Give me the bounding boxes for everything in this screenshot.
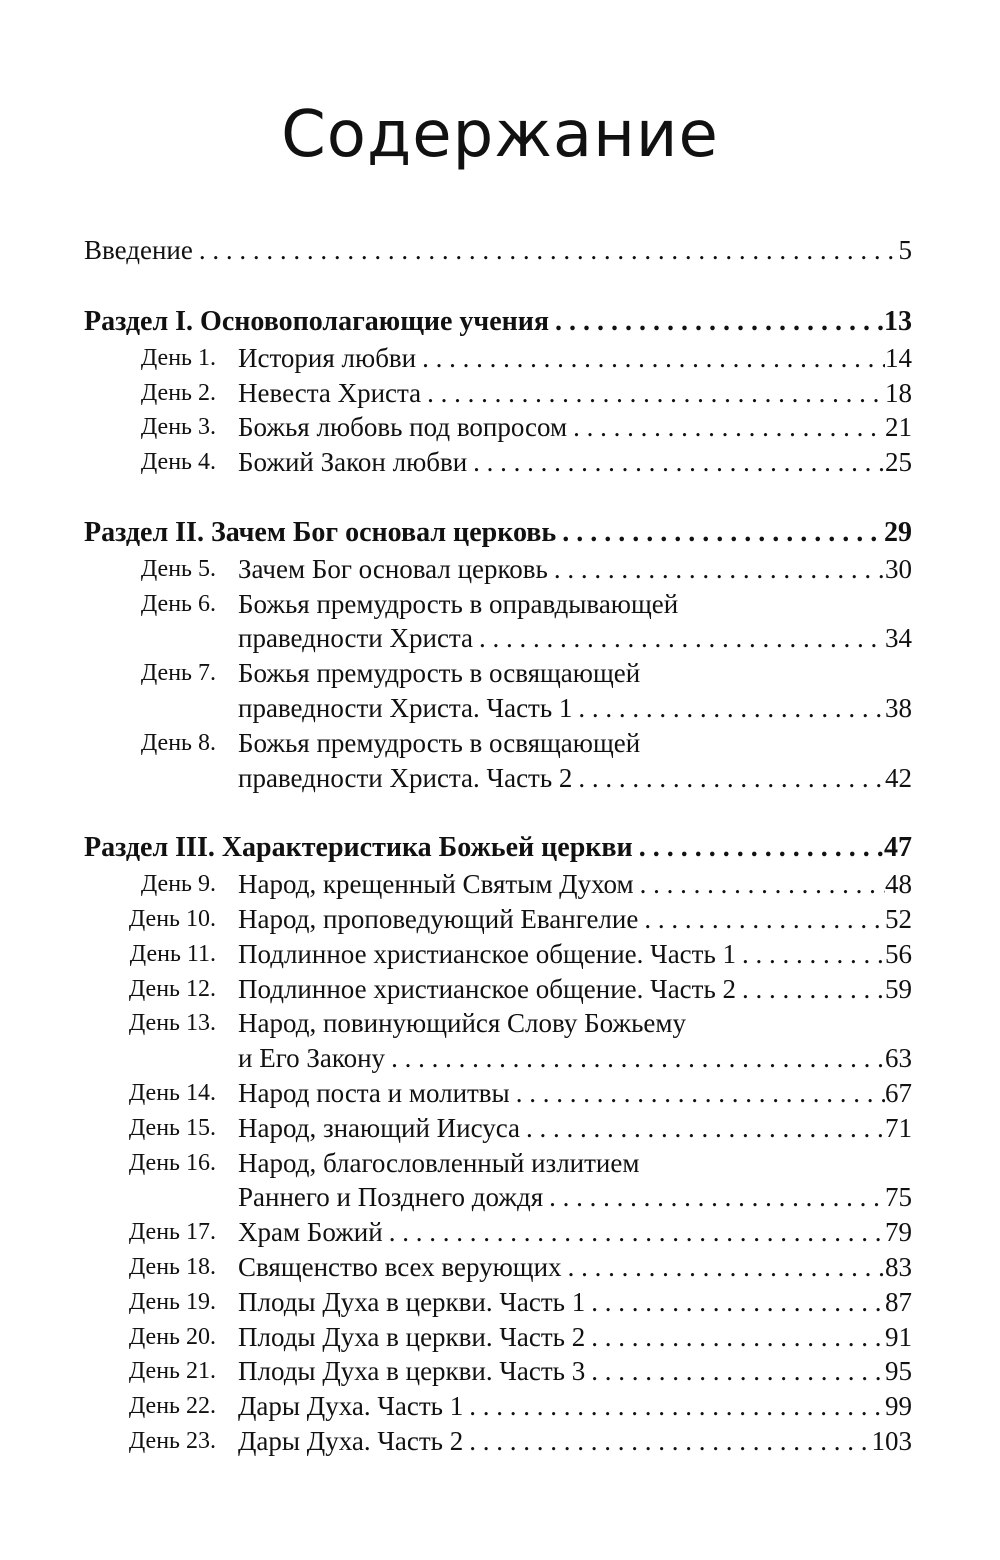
dot-leader <box>543 1179 885 1215</box>
entry-title: Введение <box>84 235 193 265</box>
day-label: День 14. <box>128 1080 216 1106</box>
dot-leader <box>633 830 884 866</box>
page-number: 67 <box>885 1078 912 1108</box>
toc-item[interactable] <box>0 551 1000 587</box>
toc-entry <box>238 1110 912 1146</box>
dot-leader <box>383 1214 885 1250</box>
toc-item[interactable] <box>0 1249 1000 1285</box>
toc-entry <box>238 901 912 937</box>
page-number: 29 <box>884 517 912 548</box>
day-label: День 12. <box>128 975 216 1002</box>
toc-item[interactable] <box>0 655 1000 691</box>
entry-title: Божий Закон любви <box>238 447 468 478</box>
toc-item[interactable] <box>0 340 1000 376</box>
toc-entry <box>238 936 912 972</box>
day-label: День 19. <box>128 1288 216 1315</box>
entry-title: Невеста Христа <box>238 377 422 408</box>
page-number: 47 <box>884 832 912 864</box>
day-label: День 2. <box>140 379 216 406</box>
page-number: 34 <box>885 623 912 654</box>
toc-entry <box>238 1075 912 1111</box>
dot-leader <box>385 1040 885 1076</box>
entry-title: Народ, крещенный Святым Духом <box>238 869 634 900</box>
toc-item[interactable] <box>0 901 1000 937</box>
entry-title: Раздел I. Основополагающие учения <box>84 306 550 337</box>
entry-title: Плоды Духа в церкви. Часть 2 <box>238 1321 586 1352</box>
page-number: 18 <box>885 377 912 408</box>
entry-title: Плоды Духа в церкви. Часть 3 <box>238 1356 586 1387</box>
toc-item[interactable] <box>0 1284 1000 1320</box>
toc-entry <box>238 586 912 622</box>
day-label: День 4. <box>140 449 216 476</box>
toc-entry <box>84 304 912 340</box>
toc-entry <box>238 340 912 376</box>
toc-entry <box>238 1249 912 1285</box>
toc-item[interactable] <box>0 1075 1000 1111</box>
entry-title: и Его Закону <box>238 1043 386 1074</box>
dot-leader <box>510 1075 885 1111</box>
toc-item[interactable] <box>0 1423 1000 1459</box>
toc-entry <box>238 1353 912 1389</box>
day-label: День 20. <box>128 1323 216 1350</box>
page-number: 21 <box>885 412 912 443</box>
toc-entry <box>238 866 912 902</box>
dot-leader <box>556 515 884 551</box>
entry-title: Священство всех верующих <box>238 1252 562 1282</box>
day-label: День 13. <box>128 1010 216 1037</box>
dot-leader <box>549 304 884 340</box>
toc-entry <box>238 1423 912 1459</box>
dot-leader <box>416 340 885 376</box>
dot-leader <box>193 232 899 268</box>
page-number: 79 <box>885 1217 912 1248</box>
toc-item[interactable] <box>0 725 1000 761</box>
day-label: День 10. <box>128 906 216 932</box>
day-label: День 1. <box>140 344 216 371</box>
toc-entry <box>84 830 912 866</box>
toc-entry <box>238 620 912 656</box>
entry-title: История любви <box>238 342 417 373</box>
toc-entry <box>84 232 912 268</box>
toc-entry <box>238 1319 912 1355</box>
toc-entry <box>238 551 912 587</box>
dot-leader <box>567 409 885 445</box>
page-number: 83 <box>885 1252 912 1282</box>
day-label: День 17. <box>128 1219 216 1246</box>
dot-leader <box>473 620 885 656</box>
dot-leader <box>463 1388 885 1424</box>
toc-item[interactable] <box>0 444 1000 480</box>
entry-title: праведности Христа. Часть 1 <box>238 693 573 723</box>
toc-item[interactable] <box>0 1214 1000 1250</box>
dot-leader <box>638 901 885 937</box>
entry-title: Народ поста и молитвы <box>238 1078 510 1108</box>
page-number: 38 <box>885 693 912 723</box>
dot-leader <box>463 1423 871 1459</box>
day-label: День 15. <box>128 1114 216 1141</box>
toc-entry <box>238 409 912 445</box>
page-number: 95 <box>885 1356 912 1387</box>
day-label: День 23. <box>128 1428 216 1454</box>
dot-leader <box>421 375 885 411</box>
dot-leader <box>562 1249 885 1285</box>
toc-item[interactable] <box>0 1005 1000 1041</box>
toc-entry <box>238 1040 912 1076</box>
toc-item[interactable] <box>0 1319 1000 1355</box>
toc-item[interactable] <box>0 866 1000 902</box>
toc-item[interactable] <box>0 1353 1000 1389</box>
page-number: 5 <box>898 235 912 265</box>
toc-item[interactable] <box>0 586 1000 622</box>
entry-title: Зачем Бог основал церковь <box>238 553 548 584</box>
toc-entry <box>238 1214 912 1250</box>
page-number: 56 <box>885 938 912 969</box>
entry-title: Народ, повинующийся Слову Божьему <box>238 1008 686 1039</box>
toc-section-heading[interactable] <box>0 304 1000 340</box>
toc-item[interactable] <box>0 1110 1000 1146</box>
toc-entry <box>238 1284 912 1320</box>
toc-entry <box>238 1005 912 1041</box>
page-number: 13 <box>884 306 912 337</box>
toc-section-heading[interactable] <box>0 515 1000 551</box>
day-label: День 22. <box>128 1393 216 1420</box>
toc-entry <box>238 444 912 480</box>
toc-entry <box>238 725 912 761</box>
page-number: 30 <box>885 553 912 584</box>
page-number: 52 <box>885 904 912 934</box>
dot-leader <box>585 1353 885 1389</box>
day-label: День 7. <box>140 660 216 687</box>
dot-leader <box>736 936 885 972</box>
page-number: 14 <box>885 342 912 373</box>
entry-title: Раннего и Позднего дождя <box>238 1182 544 1213</box>
dot-leader <box>548 551 885 587</box>
entry-title: Подлинное христианское общение. Часть 2 <box>238 973 737 1004</box>
day-label: День 9. <box>140 871 216 898</box>
page-number: 91 <box>885 1321 912 1352</box>
page-number: 25 <box>885 447 912 478</box>
toc-item[interactable] <box>0 971 1000 1007</box>
entry-title: Народ, знающий Иисуса <box>238 1112 521 1143</box>
entry-title: Подлинное христианское общение. Часть 1 <box>238 938 737 969</box>
day-label: День 5. <box>140 555 216 582</box>
entry-title: праведности Христа. Часть 2 <box>238 762 573 793</box>
toc-entry <box>84 515 912 551</box>
entry-title: Народ, проповедующий Евангелие <box>238 904 639 934</box>
day-label: День 16. <box>128 1149 216 1176</box>
day-label: День 6. <box>140 590 216 617</box>
dot-leader <box>572 690 885 726</box>
dot-leader <box>572 760 885 796</box>
toc-entry <box>238 1179 912 1215</box>
day-label: День 3. <box>140 414 216 441</box>
day-label: День 21. <box>128 1358 216 1385</box>
toc-entry <box>238 1388 912 1424</box>
day-label: День 8. <box>140 729 216 756</box>
toc-item[interactable] <box>0 1388 1000 1424</box>
dot-leader <box>736 971 885 1007</box>
page-number: 75 <box>885 1182 912 1213</box>
entry-title: Божья премудрость в освящающей <box>238 658 641 689</box>
dot-leader <box>520 1110 885 1146</box>
entry-title: Раздел III. Характеристика Божьей церкви <box>84 832 633 864</box>
toc-item[interactable] <box>0 620 1000 656</box>
dot-leader <box>634 866 885 902</box>
toc-item[interactable] <box>0 1179 1000 1215</box>
entry-title: Раздел II. Зачем Бог основал церковь <box>84 517 557 548</box>
entry-title: Божья премудрость в освящающей <box>238 727 641 758</box>
toc-item[interactable] <box>0 1040 1000 1076</box>
entry-title: Дары Духа. Часть 1 <box>238 1391 464 1422</box>
entry-title: Народ, благословленный излитием <box>238 1147 640 1178</box>
toc-entry <box>238 760 912 796</box>
toc-item[interactable] <box>0 375 1000 411</box>
toc-item[interactable] <box>0 690 1000 726</box>
toc-item[interactable] <box>0 760 1000 796</box>
page-number: 63 <box>885 1043 912 1074</box>
toc-entry <box>238 690 912 726</box>
toc-entry <box>238 971 912 1007</box>
entry-title: Храм Божий <box>238 1217 383 1248</box>
entry-title: Дары Духа. Часть 2 <box>238 1426 464 1456</box>
dot-leader <box>467 444 885 480</box>
entry-title: Плоды Духа в церкви. Часть 1 <box>238 1286 586 1317</box>
toc-item[interactable] <box>0 409 1000 445</box>
entry-title: праведности Христа <box>238 623 474 654</box>
page-number: 48 <box>885 869 912 900</box>
toc-intro[interactable] <box>0 232 1000 268</box>
dot-leader <box>585 1284 885 1320</box>
page-title: Содержание <box>281 97 719 172</box>
entry-title: Божья премудрость в оправдывающей <box>238 588 679 619</box>
entry-title: Божья любовь под вопросом <box>238 412 568 443</box>
toc-entry <box>238 375 912 411</box>
toc-item[interactable] <box>0 936 1000 972</box>
toc-item[interactable] <box>0 1145 1000 1181</box>
page-number: 103 <box>871 1426 912 1456</box>
day-label: День 18. <box>128 1254 216 1280</box>
toc-section-heading[interactable] <box>0 830 1000 866</box>
dot-leader <box>585 1319 885 1355</box>
page-number: 71 <box>885 1112 912 1143</box>
toc-entry <box>238 655 912 691</box>
page-number: 87 <box>885 1286 912 1317</box>
toc-entry <box>238 1145 912 1181</box>
page-number: 42 <box>885 762 912 793</box>
day-label: День 11. <box>129 940 216 967</box>
page-number: 59 <box>885 973 912 1004</box>
page-number: 99 <box>885 1391 912 1422</box>
